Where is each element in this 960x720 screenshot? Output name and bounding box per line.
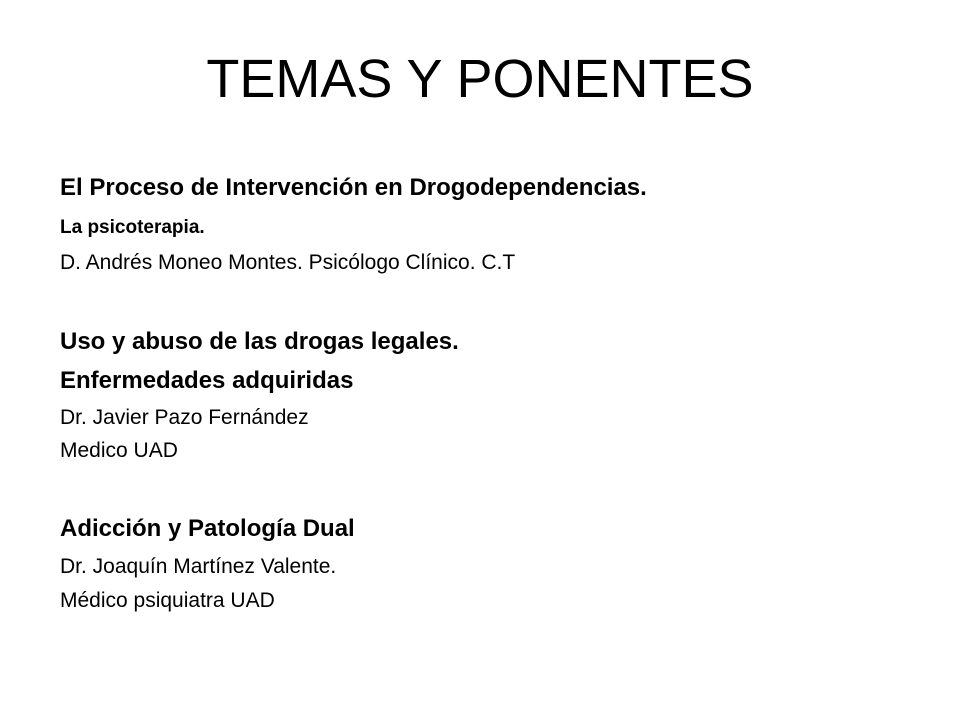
section-1-topic: El Proceso de Intervención en Drogodependencias. xyxy=(60,174,647,201)
section-2-subtopic: Enfermedades adquiridas xyxy=(60,367,354,394)
section-3-speaker: Dr. Joaquín Martínez Valente. xyxy=(60,555,337,578)
section-2-role: Medico UAD xyxy=(60,439,178,462)
section-2-topic: Uso y abuso de las drogas legales. xyxy=(60,328,459,355)
section-2-speaker: Dr. Javier Pazo Fernández xyxy=(60,406,309,429)
slide-title: TEMAS Y PONENTES xyxy=(206,49,754,109)
section-3-role: Médico psiquiatra UAD xyxy=(60,589,275,612)
section-3-topic: Adicción y Patología Dual xyxy=(60,515,355,542)
section-1-speaker: D. Andrés Moneo Montes. Psicólogo Clínico. C.T xyxy=(60,251,516,274)
section-1-subtopic: La psicoterapia. xyxy=(60,217,205,238)
